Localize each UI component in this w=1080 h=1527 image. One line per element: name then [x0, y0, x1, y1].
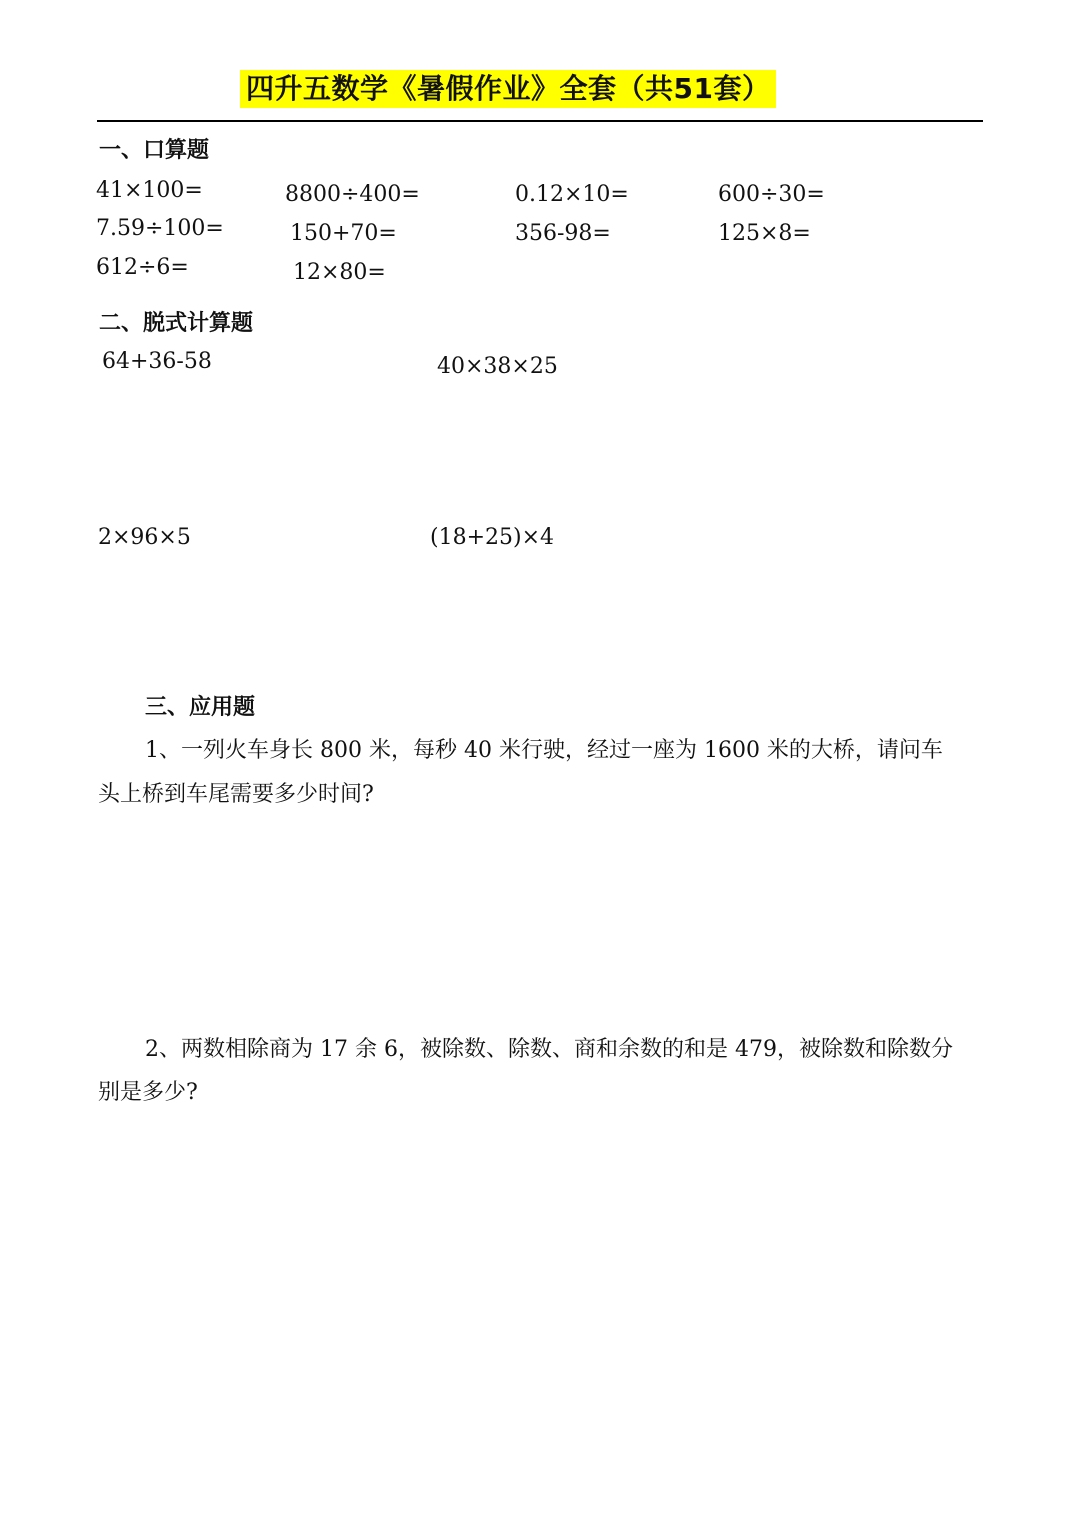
title-divider	[97, 120, 983, 122]
section-heading-mental-math: 一、口算题	[99, 138, 210, 163]
mental-math-item: 8800÷400=	[285, 182, 420, 207]
calculation-item: 2×96×5	[98, 525, 191, 550]
calculation-item: (18+25)×4	[430, 525, 555, 550]
mental-math-item: 150+70=	[290, 221, 397, 246]
word-problem-1-line2: 头上桥到车尾需要多少时间?	[98, 782, 374, 807]
calculation-item: 64+36-58	[102, 349, 212, 374]
mental-math-item: 41×100=	[96, 178, 203, 203]
mental-math-item: 612÷6=	[96, 255, 189, 280]
mental-math-item: 125×8=	[718, 221, 811, 246]
mental-math-item: 7.59÷100=	[96, 216, 224, 241]
mental-math-item: 12×80=	[293, 260, 386, 285]
word-problem-2-line2: 别是多少?	[98, 1080, 198, 1105]
mental-math-item: 0.12×10=	[515, 182, 629, 207]
section-heading-step-calculation: 二、脱式计算题	[99, 311, 254, 336]
mental-math-item: 356-98=	[515, 221, 611, 246]
word-problem-1-line1: 1、一列火车身长 800 米，每秒 40 米行驶，经过一座为 1600 米的大桥，请问车	[145, 738, 943, 763]
page-title: 四升五数学《暑假作业》全套（共51套）	[240, 70, 776, 108]
word-problem-2-line1: 2、两数相除商为 17 余 6，被除数、除数、商和余数的和是 479，被除数和除数分	[145, 1037, 953, 1062]
calculation-item: 40×38×25	[437, 354, 558, 379]
mental-math-item: 600÷30=	[718, 182, 825, 207]
section-heading-word-problems: 三、应用题	[145, 695, 256, 720]
